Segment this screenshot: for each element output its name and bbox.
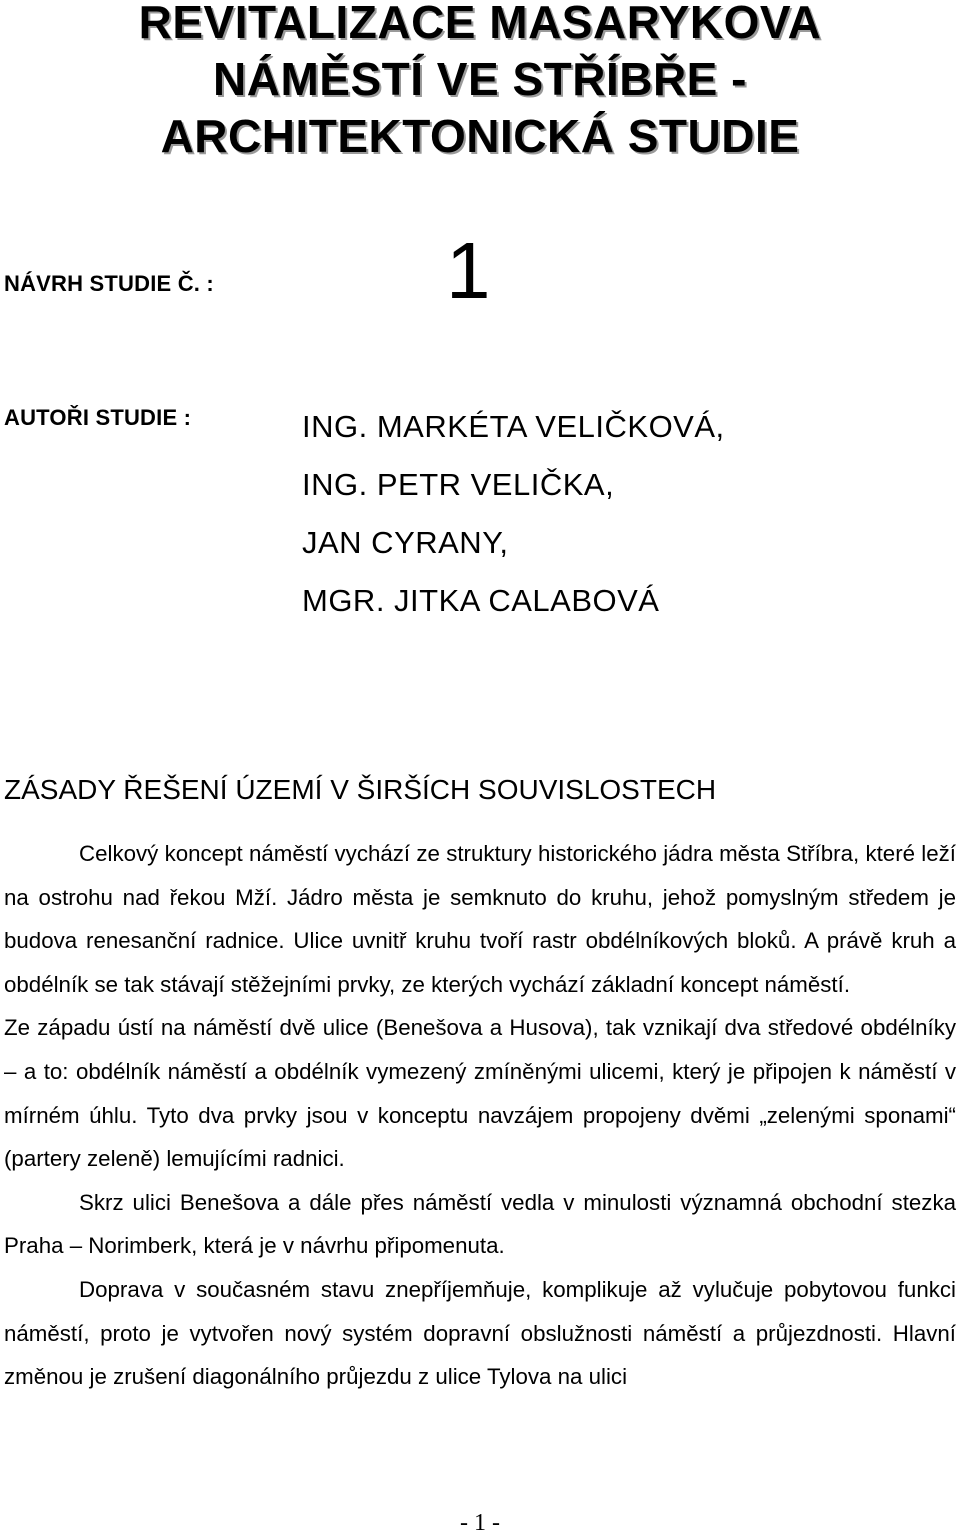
body-paragraph: Skrz ulici Benešova a dále přes náměstí vedla v minulosti významná obchodní stezka Praha – Norimberk, která je v návrhu připomenuta.: [4, 1189, 956, 1259]
authors-list: [302, 398, 725, 630]
title-line-2: NÁMĚSTÍ VE STŘÍBŘE -: [213, 53, 747, 105]
author-name: ING. MARKÉTA VELIČKOVÁ,: [302, 409, 725, 444]
document-title: [0, 0, 960, 165]
body-paragraph: Doprava v současném stavu znepříjemňuje, komplikuje až vylučuje pobytovou funkci náměstí, proto je vytvořen nový systém dopravní obslužnosti náměstí a průjezdnosti. Hlavní změnou je zrušení diagonálního průjezdu z ulice Tylova na ulici: [4, 1276, 956, 1390]
title-line-1: REVITALIZACE MASARYKOVA: [138, 0, 822, 48]
section-heading: ZÁSADY ŘEŠENÍ ÚZEMÍ V ŠIRŠÍCH SOUVISLOSTECH: [4, 774, 717, 805]
body-paragraph: Celkový koncept náměstí vychází ze struktury historického jádra města Stříbra, které leží na ostrohu nad řekou Mží. Jádro města je semknuto do kruhu, jehož pomyslným středem je budova renesanční radnice. Ulice uvnitř kruhu tvoří rastr obdélníkových bloků. A právě kruh a obdélník se tak stávají stěžejními prvky, ze kterých vychází základní koncept náměstí.: [4, 841, 956, 997]
author-name: MGR. JITKA CALABOVÁ: [302, 583, 660, 618]
authors-label: AUTOŘI STUDIE :: [4, 405, 192, 430]
title-line-3: ARCHITEKTONICKÁ STUDIE: [160, 110, 800, 162]
body-paragraph: Ze západu ústí na náměstí dvě ulice (Benešova a Husova), tak vznikají dva středové obdélníky – a to: obdélník náměstí a obdélník vymezený zmíněnými ulicemi, který je připojen k náměstí v mírném úhlu. Tyto dva prvky jsou v konceptu navzájem propojeny dvěmi „zelenými sponami“ (partery zeleně) lemujícími radnici.: [4, 1015, 956, 1172]
author-name: ING. PETR VELIČKA,: [302, 467, 615, 502]
design-number-label: NÁVRH STUDIE Č. :: [4, 271, 214, 296]
design-number-value: 1: [446, 226, 491, 315]
author-name: JAN CYRANY,: [302, 525, 509, 560]
page-number: - 1 -: [460, 1510, 500, 1536]
section-body: [4, 832, 956, 1399]
